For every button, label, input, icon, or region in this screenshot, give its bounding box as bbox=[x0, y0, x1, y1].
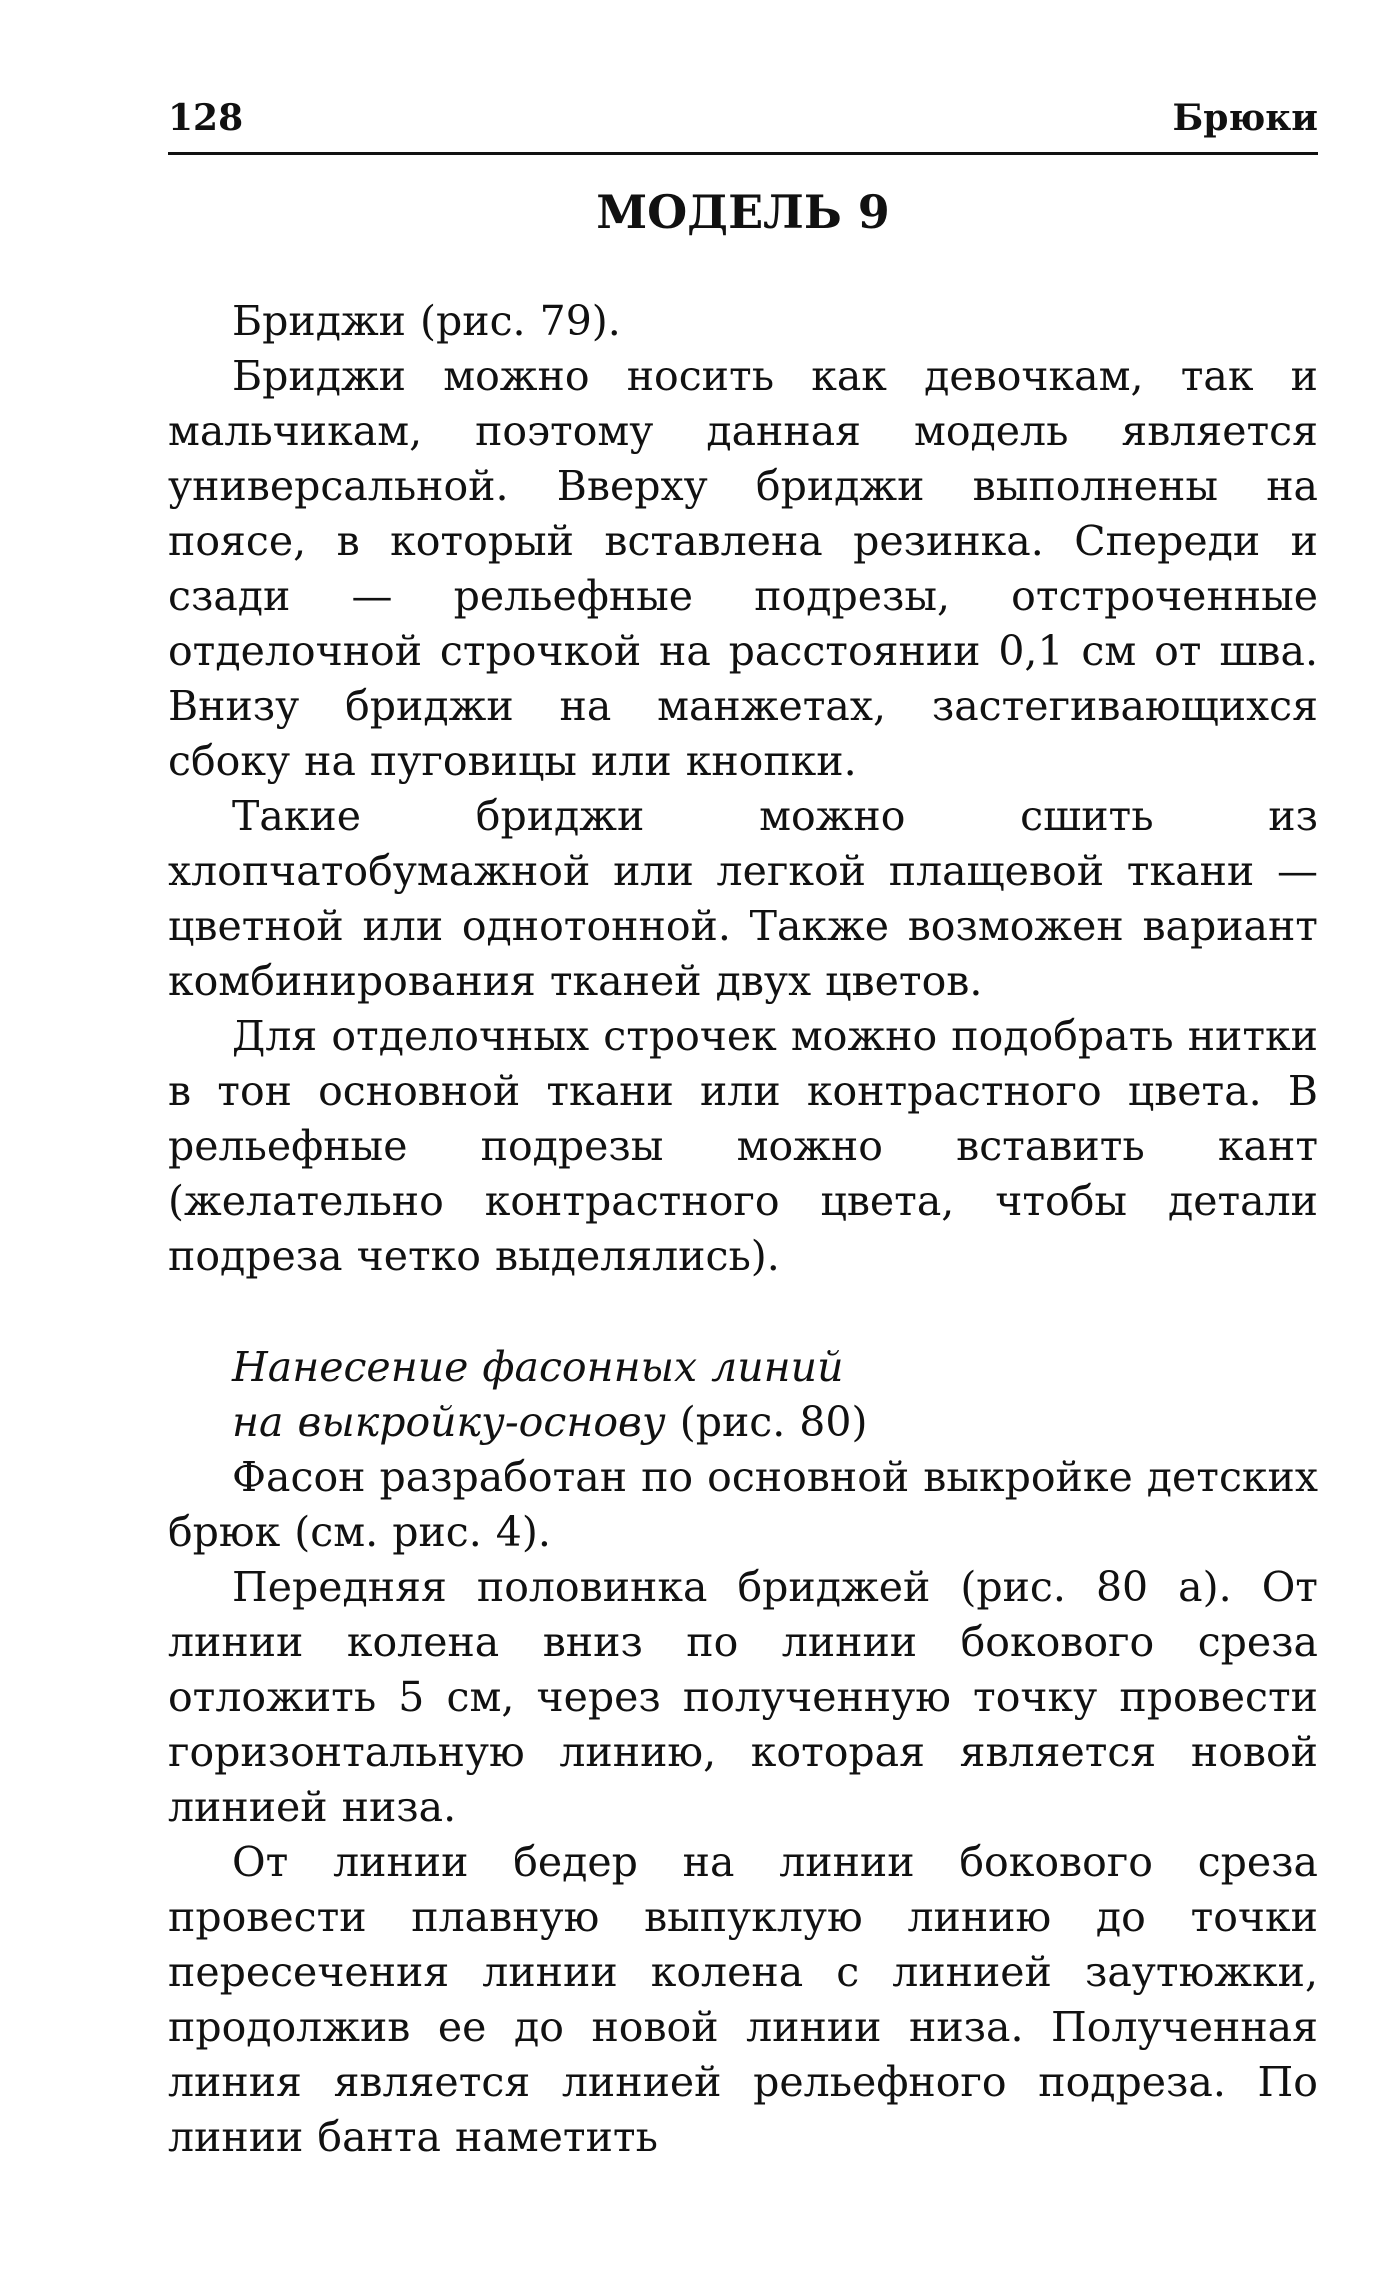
running-header bbox=[168, 92, 1318, 155]
paragraph: Для отделочных строчек можно подобрать нитки в тон основной ткани или контрастного цвета. В рельефные подрезы можно вставить кант (желательно контрастного цвета, чтобы детали подреза четко выделялись). bbox=[168, 1012, 1318, 1280]
section-title: Брюки bbox=[1172, 97, 1318, 139]
paragraph-caption: Бриджи (рис. 79). bbox=[232, 297, 621, 345]
paragraph: От линии бедер на линии бокового среза провести плавную выпуклую линию до точки пересечения линии колена с линией заутюжки, продолжив ее до новой линии низа. Полученная линия является линией рельефного подреза. По линии банта наметить bbox=[168, 1838, 1318, 2161]
subheading-line-2 bbox=[232, 1395, 1318, 1450]
paragraph: Фасон разработан по основной выкройке детских брюк (см. рис. 4). bbox=[168, 1453, 1318, 1556]
body-text bbox=[168, 294, 1318, 2165]
subheading-italic-part: на выкройку-основу bbox=[232, 1398, 666, 1446]
page-number: 128 bbox=[168, 97, 244, 139]
paragraph: Такие бриджи можно сшить из хлопчатобумажной или легкой плащевой ткани — цветной или однотонной. Также возможен вариант комбинирования тканей двух цветов. bbox=[168, 792, 1318, 1005]
model-title: МОДЕЛЬ 9 bbox=[596, 185, 890, 239]
paragraph: Передняя половинка бриджей (рис. 80 а). От линии колена вниз по линии бокового среза отложить 5 см, через полученную точку провести горизонтальную линию, которая является новой линией низа. bbox=[168, 1563, 1318, 1831]
subheading-figure-ref: (рис. 80) bbox=[665, 1398, 868, 1446]
paragraph: Бриджи можно носить как девочкам, так и мальчикам, поэтому данная модель является универсальной. Вверху бриджи выполнены на поясе, в который вставлена резинка. Спереди и сзади — рельефные подрезы, отстроченные отделочной строчкой на расстоянии 0,1 см от шва. Внизу бриджи на манжетах, застегивающихся сбоку на пуговицы или кнопки. bbox=[168, 352, 1318, 785]
subheading bbox=[168, 1340, 1318, 1450]
subheading-line-1: Нанесение фасонных линий bbox=[232, 1343, 844, 1391]
